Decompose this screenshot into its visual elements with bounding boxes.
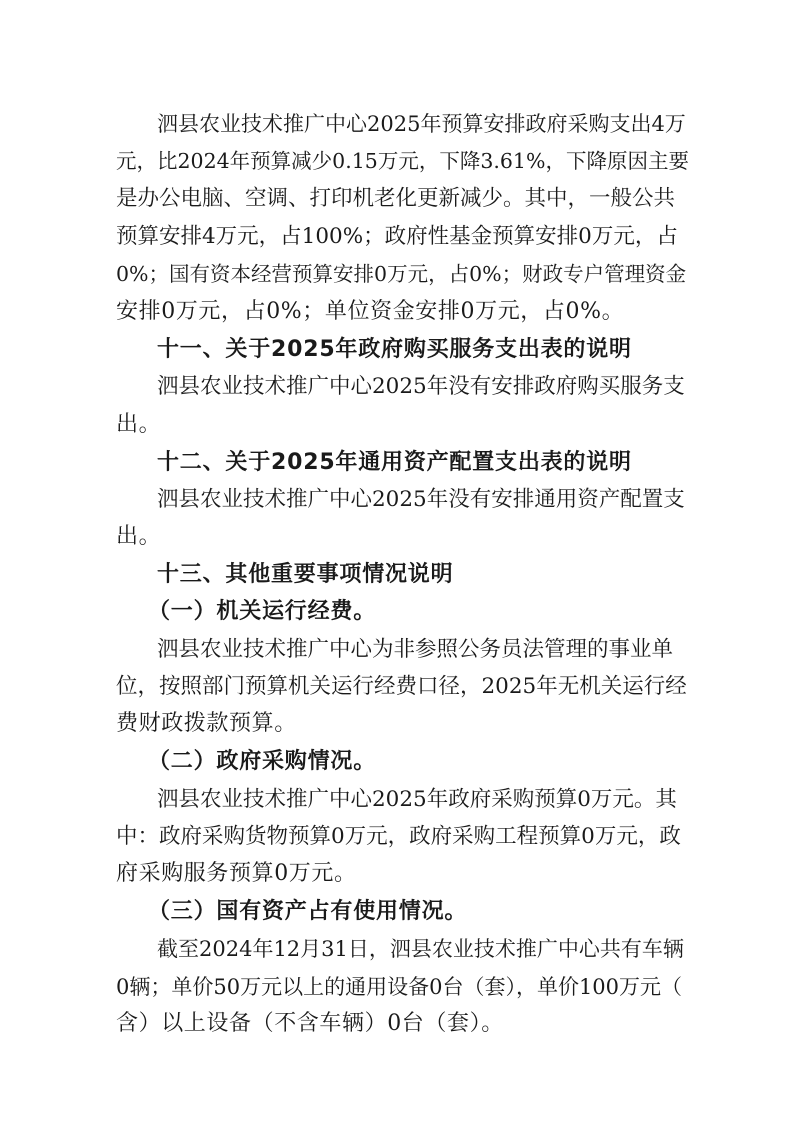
paragraph-gov-procurement-line-1: 泗县农业技术推广中心2025年政府采购预算0万元。其 [157,787,677,812]
paragraph-procurement-line-5: 0%；国有资本经营预算安排0万元，占0%；财政专户管理资金 [116,262,687,286]
paragraph-gov-procurement-line-2: 中：政府采购货物预算0万元，政府采购工程预算0万元，政 [116,824,681,849]
paragraph-procurement-line-6: 安排0万元，占0%；单位资金安排0万元，占0%。 [116,299,625,324]
paragraph-assets-config-line-2: 出。 [116,524,162,549]
paragraph-state-assets-line-2: 0辆；单价50万元以上的通用设备0台（套），单价100万元（ [116,975,683,999]
subheading-3: （三）国有资产占有使用情况。 [148,899,468,924]
subheading-1: （一）机关运行经费。 [148,599,377,624]
paragraph-services-line-1: 泗县农业技术推广中心2025年没有安排政府购买服务支 [157,374,685,399]
paragraph-procurement-line-4: 预算安排4万元，占100%；政府性基金预算安排0万元，占 [116,224,678,249]
paragraph-assets-config-line-1: 泗县农业技术推广中心2025年没有安排通用资产配置支 [157,487,685,512]
paragraph-operating-line-2: 位，按照部门预算机关运行经费口径，2025年无机关运行经 [116,674,687,699]
paragraph-operating-line-3: 费财政拨款预算。 [116,711,297,736]
paragraph-gov-procurement-line-3: 府采购服务预算0万元。 [116,861,357,886]
section-heading-13: 十三、其他重要事项情况说明 [157,562,454,587]
paragraph-procurement-line-1: 泗县农业技术推广中心2025年预算安排政府采购支出4万 [157,112,686,136]
section-heading-11: 十一、关于2025年政府购买服务支出表的说明 [157,337,632,362]
subheading-2: （二）政府采购情况。 [148,749,377,774]
paragraph-state-assets-line-3: 含）以上设备（不含车辆）0台（套）。 [116,1011,504,1036]
paragraph-procurement-line-3: 是办公电脑、空调、打印机老化更新减少。其中，一般公共 [116,186,676,211]
paragraph-services-line-2: 出。 [116,412,162,437]
section-heading-12: 十二、关于2025年通用资产配置支出表的说明 [157,450,632,475]
paragraph-state-assets-line-1: 截至2024年12月31日，泗县农业技术推广中心共有车辆 [157,937,684,961]
paragraph-procurement-line-2: 元，比2024年预算减少0.15万元，下降3.61%，下降原因主要 [116,149,689,173]
paragraph-operating-line-1: 泗县农业技术推广中心为非参照公务员法管理的事业单 [157,637,674,662]
